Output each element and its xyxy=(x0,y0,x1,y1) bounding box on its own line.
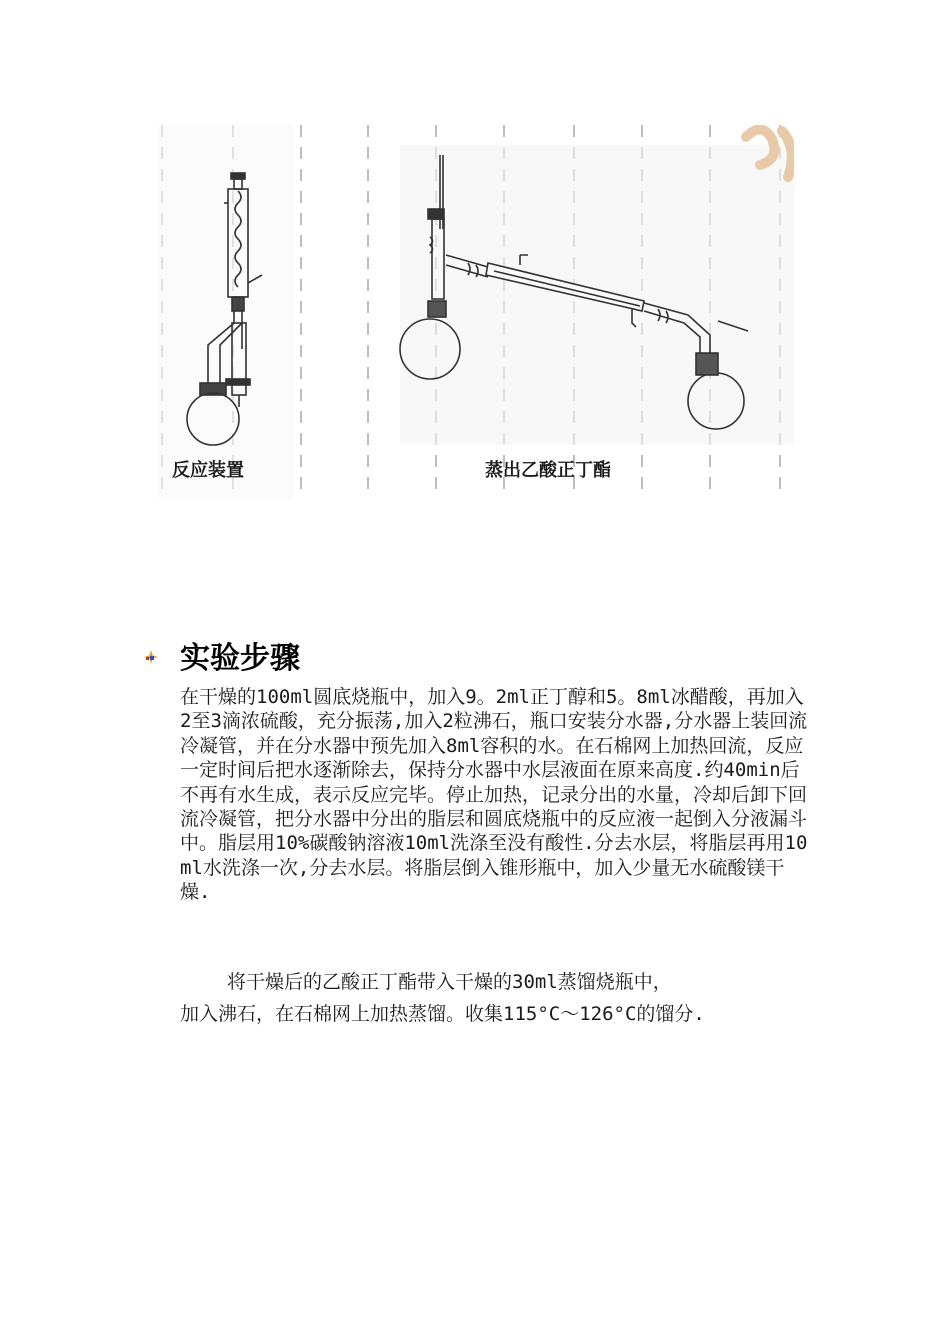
procedure-paragraph-2 xyxy=(180,962,810,1026)
apparatus-figure xyxy=(158,125,794,499)
section-heading: 实验步骤 xyxy=(180,641,300,676)
paragraph-2-rest: 加入沸石，在石棉网上加热蒸馏。收集115°C～126°C的馏分. xyxy=(180,1003,705,1025)
caption-distill-butyl-acetate: 蒸出乙酸正丁酯 xyxy=(485,460,611,481)
paragraph-2-line-1: 将干燥后的乙酸正丁酯带入干燥的30ml蒸馏烧瓶中， xyxy=(227,971,672,993)
star-bullet-icon xyxy=(144,650,158,664)
caption-reaction-apparatus: 反应装置 xyxy=(172,460,244,481)
procedure-paragraph-1: 在干燥的100ml圆底烧瓶中，加入9。2ml正丁醇和5。8ml冰醋酸，再加入2至3滴浓硫酸，充分振荡,加入2粒沸石，瓶口安装分水器,分水器上装回流冷凝管，并在分水器中预先加入8ml容积的水。在石棉网上加热回流，反应一定时间后把水逐渐除去，保持分水器中水层液面在原来高度.约40min后不再有水生成，表示反应完毕。停止加热，记录分出的水量，冷却后卸下回流冷凝管，把分水器中分出的脂层和圆底烧瓶中的反应液一起倒入分液漏斗中。脂层用10%碳酸钠溶液10ml洗涤至没有酸性.分去水层，将脂层再用10ml水洗涤一次,分去水层。将脂层倒入锥形瓶中，加入少量无水硫酸镁干燥. xyxy=(180,686,808,904)
apparatus-drawing xyxy=(158,125,794,499)
